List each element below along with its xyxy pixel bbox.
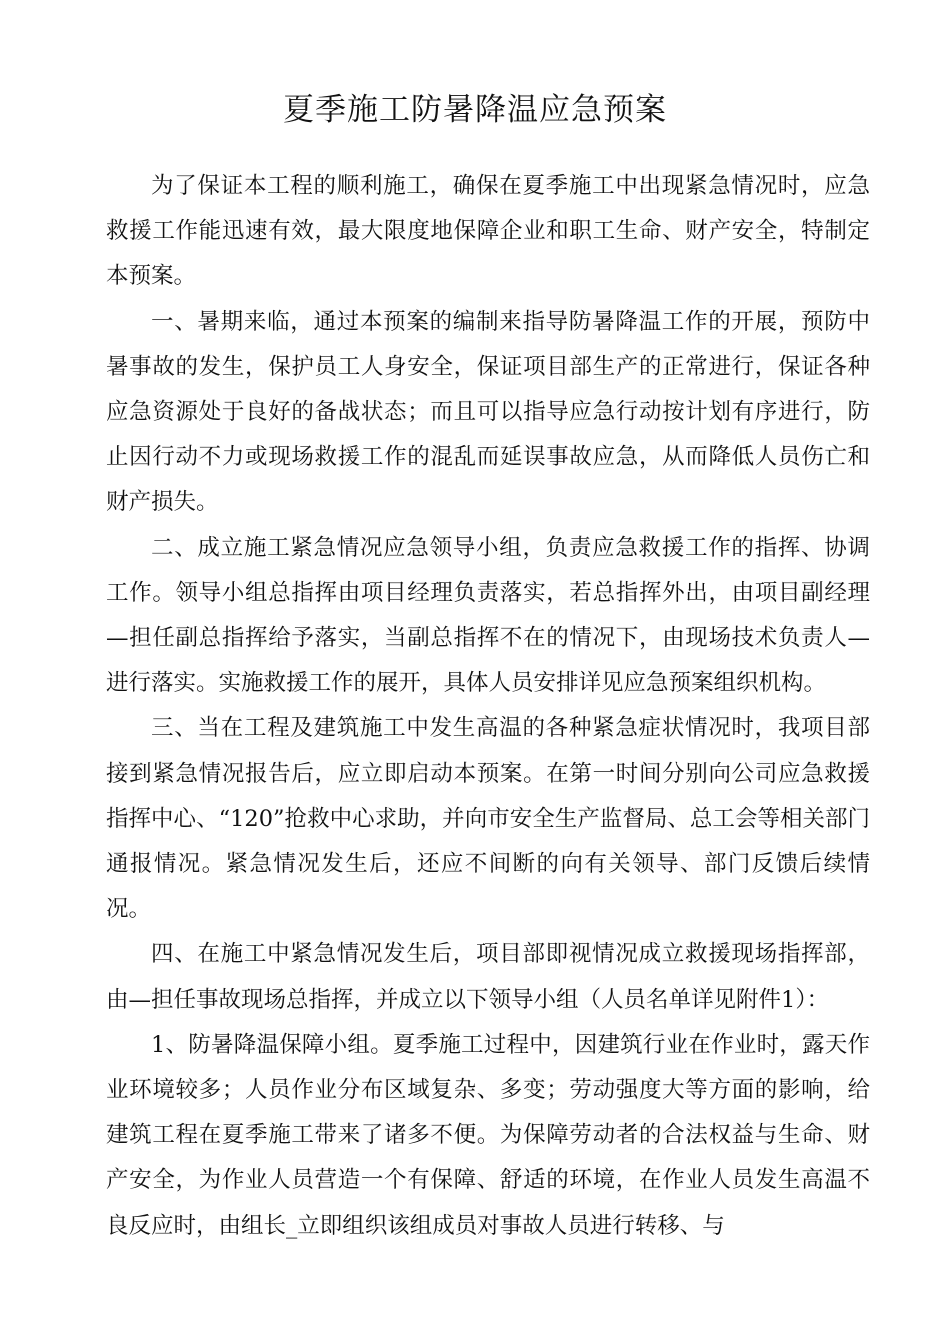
paragraph-section-4: 四、在施工中紧急情况发生后，项目部即视情况成立救援现场指挥部，由—担任事故现场总指挥，并成立以下领导小组（人员名单详见附件1）： [106,941,870,1013]
paragraph-section-2: 二、成立施工紧急情况应急领导小组，负责应急救援工作的指挥、协调工作。领导小组总指挥由项目经理负责落实，若总指挥外出，由项目副经理—担任副总指挥给予落实，当副总指挥不在的情况下，由现场技术负责人—进行落实。实施救援工作的展开，具体人员安排详见应急预案组织机构。 [106,534,870,697]
document-title: 夏季施工防暑降温应急预案 [283,92,667,128]
paragraph-intro: 为了保证本工程的顺利施工，确保在夏季施工中出现紧急情况时，应急救援工作能迅速有效，最大限度地保障企业和职工生命、财产安全，特制定本预案。 [106,173,870,290]
paragraph-section-1: 一、暑期来临，通过本预案的编制来指导防暑降温工作的开展，预防中暑事故的发生，保护员工人身安全，保证项目部生产的正常进行，保证各种应急资源处于良好的备战状态；而且可以指导应急行动按计划有序进行，防止因行动不力或现场救援工作的混乱而延误事故应急，从而降低人员伤亡和财产损失。 [106,308,870,516]
paragraph-subsection-1: 1、防暑降温保障小组。夏季施工过程中，因建筑行业在作业时，露天作业环境较多；人员作业分布区域复杂、多变；劳动强度大等方面的影响，给建筑工程在夏季施工带来了诸多不便。为保障劳动者的合法权益与生命、财产安全，为作业人员营造一个有保障、舒适的环境，在作业人员发生高温不良反应时，由组长_立即组织该组成员对事故人员进行转移、与 [106,1031,870,1239]
paragraph-section-3: 三、当在工程及建筑施工中发生高温的各种紧急症状情况时，我项目部接到紧急情况报告后，应立即启动本预案。在第一时间分别向公司应急救援指挥中心、“120”抢救中心求助，并向市安全生产监督局、总工会等相关部门通报情况。紧急情况发生后，还应不间断的向有关领导、部门反馈后续情况。 [106,715,870,923]
document-body [106,164,870,1249]
